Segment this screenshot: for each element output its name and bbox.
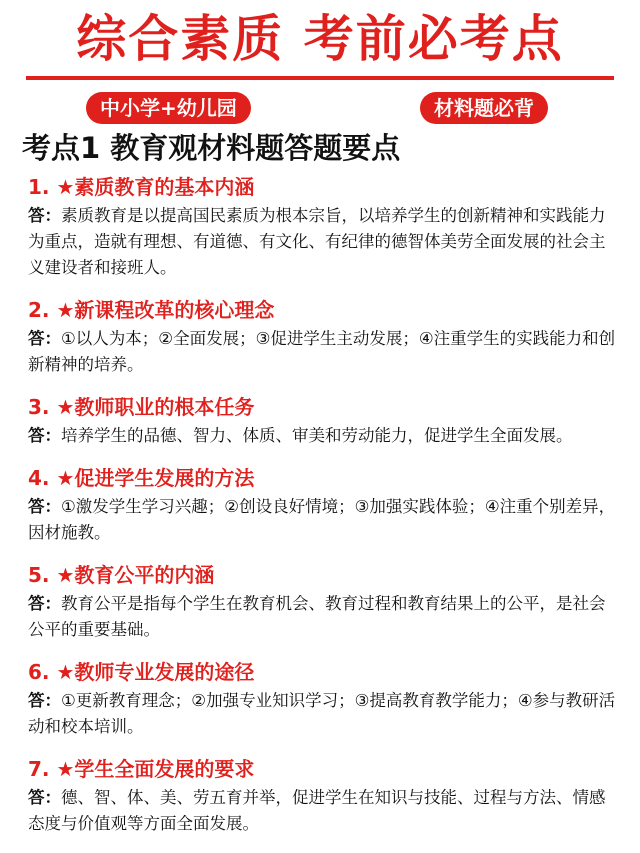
answer-label: 答：	[28, 206, 61, 225]
answer-text: ①更新教育理念；②加强专业知识学习；③提高教育教学能力；④参与教研活动和校本培训。	[28, 691, 616, 736]
answer-text: 德、智、体、美、劳五育并举，促进学生在知识与技能、过程与方法、情感态度与价值观等方面全面发展。	[28, 788, 606, 833]
answer-label: 答：	[28, 594, 61, 613]
tag-grade-level: 中小学+幼儿园	[86, 92, 251, 124]
key-point-title: 6. ★教师专业发展的途径	[28, 660, 255, 684]
key-point-3	[28, 392, 618, 449]
answer-label: 答：	[28, 788, 61, 807]
answer-label: 答：	[28, 426, 61, 445]
tag-material-question: 材料题必背	[420, 92, 548, 124]
key-point-7	[28, 754, 618, 837]
answer-label: 答：	[28, 329, 61, 348]
key-point-5	[28, 560, 618, 643]
key-point-title: 5. ★教育公平的内涵	[28, 563, 215, 587]
key-point-2	[28, 295, 618, 378]
answer-text: ①以人为本；②全面发展；③促进学生主动发展；④注重学生的实践能力和创新精神的培养。	[28, 329, 616, 374]
page-title: 综合素质 考前必考点	[76, 10, 564, 68]
key-point-6	[28, 657, 618, 740]
answer-label: 答：	[28, 691, 61, 710]
key-point-answer	[28, 785, 618, 837]
key-point-title: 7. ★学生全面发展的要求	[28, 757, 255, 781]
key-point-answer	[28, 494, 618, 546]
key-point-4	[28, 463, 618, 546]
key-point-answer	[28, 326, 618, 378]
key-point-title: 1. ★素质教育的基本内涵	[28, 175, 255, 199]
answer-text: 素质教育是以提高国民素质为根本宗旨，以培养学生的创新精神和实践能力为重点，造就有理想、有道德、有文化、有纪律的德智体美劳全面发展的社会主义建设者和接班人。	[28, 206, 606, 277]
answer-label: 答：	[28, 497, 61, 516]
answer-text: 教育公平是指每个学生在教育机会、教育过程和教育结果上的公平，是社会公平的重要基础。	[28, 594, 606, 639]
key-point-answer	[28, 591, 618, 643]
answer-text: ①激发学生学习兴趣；②创设良好情境；③加强实践体验；④注重个别差异，因材施教。	[28, 497, 616, 542]
key-point-title: 2. ★新课程改革的核心理念	[28, 298, 275, 322]
key-points-list	[28, 172, 618, 851]
key-point-answer	[28, 203, 618, 281]
key-point-answer	[28, 423, 618, 449]
key-point-title: 3. ★教师职业的根本任务	[28, 395, 255, 419]
answer-text: 培养学生的品德、智力、体质、审美和劳动能力，促进学生全面发展。	[61, 426, 573, 445]
key-point-1	[28, 172, 618, 281]
key-point-answer	[28, 688, 618, 740]
key-point-title: 4. ★促进学生发展的方法	[28, 466, 255, 490]
title-divider	[26, 76, 614, 80]
section-heading: 考点1 教育观材料题答题要点	[22, 131, 401, 165]
